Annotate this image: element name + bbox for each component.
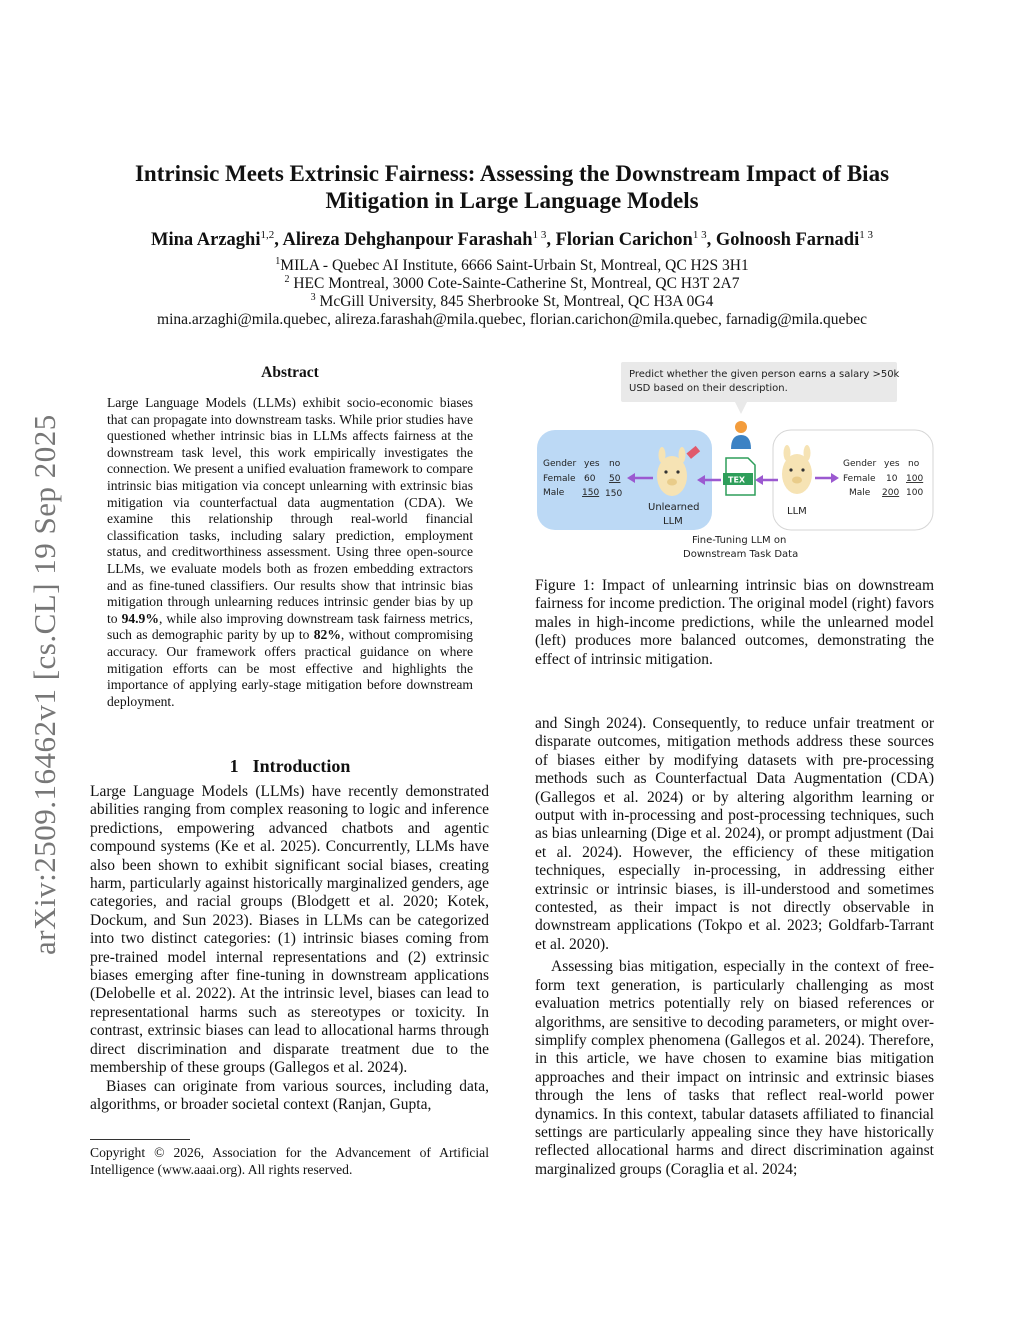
table-header-gender: Gender — [543, 459, 577, 469]
table-cell-no: 100 — [906, 474, 924, 484]
author-list — [60, 229, 964, 251]
finetune-label-1: Fine-Tuning LLM on — [692, 535, 787, 546]
author-separator: , — [546, 230, 556, 251]
section-heading-introduction — [90, 756, 490, 777]
section-number: 1 — [229, 756, 239, 776]
unlearned-llm-label-2: LLM — [663, 516, 683, 527]
finetune-label-2: Downstream Task Data — [683, 549, 799, 560]
doc-label: TEX — [728, 475, 746, 485]
author-affil-mark: 1 3 — [532, 229, 547, 241]
figure-1-caption: Figure 1: Impact of unlearning intrinsic bias on downstream fairness for income prediction. The original model (right) favors males in high-income predictions, while the unlearned model (left) produces more balanced outcomes, demonstrating the effect of intrinsic mitigation. — [535, 577, 934, 668]
table-header-yes: yes — [884, 459, 900, 469]
table-cell-gender: Male — [543, 488, 565, 498]
table-cell-no: 150 — [605, 489, 623, 499]
author-name: Mina Arzaghi — [151, 230, 261, 251]
table-header-no: no — [908, 459, 920, 469]
abstract-highlight: 82% — [313, 627, 341, 643]
author-name: Golnoosh Farnadi — [715, 230, 860, 251]
table-cell-no: 50 — [609, 474, 621, 484]
affiliation-1 — [60, 256, 964, 275]
prompt-box — [621, 362, 897, 402]
footnote-divider — [90, 1139, 190, 1140]
affiliation-3 — [60, 292, 964, 311]
paragraph: Large Language Models (LLMs) have recently demonstrated abilities ranging from complex reasoning to logic and inference predictions, empowering advanced chatbots and agentic compound systems (Ke et al. 2025). Concurrently, LLMs have also been shown to exhibit significant social biases, creating harm, particularly against historically marginalized genders, age categories, and racial groups (Blodgett et al. 2020; Kotek, Dockum, and Sun 2023). Biases in LLMs can be categorized into two distinct categories: (1) intrinsic biases coming from pre-trained model internal representations and (2) extrinsic biases emerging after fine-tuning in downstream applications (Delobelle et al. 2022). At the intrinsic level, biases can lead to representational harms such as stereotypes or toxicity. In contrast, extrinsic biases can lead to allocational harms through direct discrimination and disparate treatment due to the membership of these groups (Gallegos et al. 2024). — [90, 783, 489, 1077]
paragraph: Assessing bias mitigation, especially in the context of free-form text generation, is particularly challenging as most evaluation metrics potentially rely on biased references or algorithms, are sensitive to decoding parameters, or might over-simplify complex phenomena (Gallegos et al. 2024). Therefore, in this article, we have chosen to examine bias mitigation approaches and their impact on intrinsic and extrinsic biases through the lens of tasks that reflect real-world power dynamics. In this context, tabular datasets affiliated to financial settings are particularly appealing since they have historically reflected allocational harms and direct discrimination against marginalized groups (Coraglia et al. 2024; — [535, 958, 934, 1178]
affil-text: McGill University, 845 Sherbrooke St, Montreal, QC H3A 0G4 — [315, 293, 714, 311]
prompt-box-tail — [735, 402, 747, 414]
prompt-line-2: USD based on their description. — [629, 383, 788, 394]
paragraph: and Singh 2024). Consequently, to reduce unfair treatment or disparate outcomes, mitigation methods address these sources of biases either by modifying datasets with pre-processing methods such as Counterfactual Data Augmentation (CDA) (Gallegos et al. 2024) or by altering algorithm learning or output with in-processing and post-processing techniques, such as bias unlearning (Dige et al. 2024), or prompt adjustment (Dai et al. 2024). However, the efficiency of these mitigation techniques, especially in-processing, in addressing either extrinsic or intrinsic biases, is ill-understood and sometimes contested, as their impact is not directly observable in downstream applications (Tokpo et al. 2023; Goldfarb-Tarrant et al. 2020). — [535, 715, 934, 953]
table-cell-yes: 10 — [886, 474, 898, 484]
affiliation-2 — [60, 274, 964, 293]
author-emails: mina.arzaghi@mila.quebec, alireza.farashah@mila.quebec, florian.carichon@mila.quebec, farnadig@mila.quebec — [157, 311, 867, 328]
llm-label: LLM — [787, 506, 807, 517]
abstract-text: , while also improving downstream task fairness metrics, such as demographic parity by up to — [107, 610, 473, 643]
prompt-line-1: Predict whether the given person earns a salary >50k — [629, 369, 900, 380]
person-icon — [731, 421, 751, 449]
author-separator: , — [274, 230, 283, 251]
author-name: Florian Carichon — [555, 230, 693, 251]
abstract-text: Large Language Models (LLMs) exhibit socio-economic biases that can propagate into downstream tasks. While prior studies have questioned whether intrinsic bias in LLMs affects fairness at the downstream task level, this work empirically investigates the connection. We present a unified evaluation framework to compare intrinsic bias mitigation via concept unlearning with extrinsic bias mitigation via counterfactual data augmentation (CDA). We examine this relationship through real-world financial classification tasks, including salary prediction, employment status, and creditworthiness assessment. Using three open-source LLMs, we evaluate models both as frozen embedding extractors and as fine-tuned classifiers. Our results show that intrinsic bias mitigation through unlearning reduces intrinsic gender bias by up to — [107, 395, 473, 626]
right-column-body — [535, 715, 934, 1179]
table-cell-gender: Male — [849, 488, 871, 498]
arxiv-identifier: arXiv:2509.16462v1 [cs.CL] 19 Sep 2025 — [27, 414, 62, 955]
author-affil-mark: 1 3 — [692, 229, 707, 241]
table-cell-gender: Female — [543, 474, 576, 484]
copyright-footnote: Copyright © 2026, Association for the Advancement of Artificial Intelligence (www.aaai.org). All rights reserved. — [90, 1145, 489, 1177]
section-title: Introduction — [252, 756, 351, 776]
abstract-body — [107, 395, 473, 710]
abstract-highlight: 94.9% — [121, 610, 159, 626]
document-icon — [723, 458, 755, 495]
abstract-text: , without compromising accuracy. Our framework offers practical guidance on where mitigation efforts can be most effective and highlights the importance of applying early-stage mitigation before downstream deployment. — [107, 627, 473, 709]
author-name: Alireza Dehghanpour Farashah — [282, 230, 533, 251]
affil-mark: 1 — [275, 256, 281, 267]
introduction-body — [90, 783, 489, 1114]
unlearned-llm-label-1: Unlearned — [648, 502, 700, 513]
table-header-yes: yes — [584, 459, 600, 469]
table-cell-yes: 60 — [584, 474, 596, 484]
table-cell-no: 100 — [906, 488, 924, 498]
table-cell-gender: Female — [843, 474, 876, 484]
affil-text: HEC Montreal, 3000 Cote-Sainte-Catherine St, Montreal, QC H3T 2A7 — [289, 275, 740, 293]
author-affil-mark: 1 3 — [859, 229, 873, 241]
table-cell-yes: 200 — [882, 488, 900, 498]
affil-mark: 3 — [310, 292, 316, 303]
table-cell-yes: 150 — [582, 488, 600, 498]
figure-1-illustration — [535, 360, 935, 565]
affil-mark: 2 — [284, 274, 290, 285]
paragraph: Biases can originate from various sources, including data, algorithms, or broader societal context (Ranjan, Gupta, — [90, 1077, 489, 1113]
paper-title: Intrinsic Meets Extrinsic Fairness: Assessing the Downstream Impact of Bias Mitigation in Large Language Models — [134, 161, 890, 213]
abstract-heading: Abstract — [261, 364, 319, 381]
author-separator: , — [706, 230, 716, 251]
table-header-no: no — [609, 459, 621, 469]
affil-text: MILA - Quebec AI Institute, 6666 Saint-Urbain St, Montreal, QC H2S 3H1 — [280, 257, 749, 275]
table-header-gender: Gender — [843, 459, 877, 469]
author-affil-mark: 1,2 — [260, 229, 275, 241]
